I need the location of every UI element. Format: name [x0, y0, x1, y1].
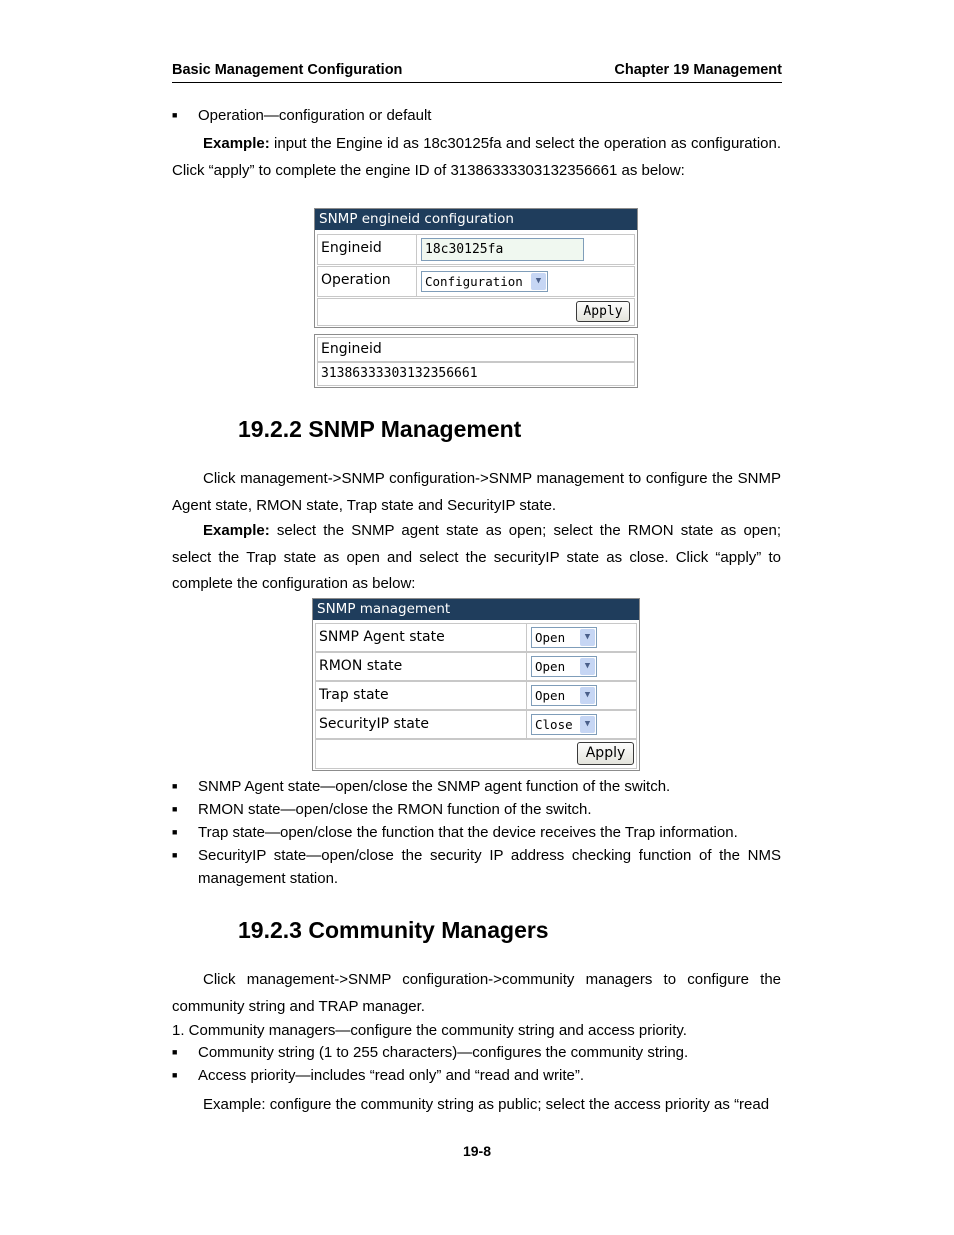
bullet-marker-icon: ■	[172, 110, 178, 120]
snmp-agent-select[interactable]	[531, 627, 597, 648]
chevron-down-icon: ▼	[580, 716, 595, 733]
intro-example	[172, 131, 781, 184]
engineid-panel-title: SNMP engineid configuration	[315, 209, 637, 232]
trap-select[interactable]	[531, 685, 597, 706]
securityip-select-value: Close	[535, 717, 573, 732]
snmp-panel-title: SNMP management	[313, 599, 639, 622]
chevron-down-icon: ▼	[531, 273, 546, 290]
example-text: select the SNMP agent state as open; select the RMON state as open; select the Trap state as open and select the securityIP state as close. Click “apply” to complete the configuration as below:	[172, 522, 781, 592]
engineid-apply-row	[317, 298, 635, 326]
engineid-config-panel	[314, 208, 638, 328]
rmon-select[interactable]	[531, 656, 597, 677]
engineid-result-row	[317, 362, 635, 386]
bullet-marker-icon: ■	[172, 850, 178, 860]
securityip-row	[315, 710, 637, 739]
engineid-row	[317, 234, 635, 265]
engineid-input[interactable]	[421, 238, 584, 261]
rmon-select-value: Open	[535, 659, 566, 674]
bullet-marker-icon: ■	[172, 781, 178, 791]
chevron-down-icon: ▼	[580, 658, 595, 675]
engineid-apply-button[interactable]: Apply	[576, 301, 630, 322]
snmp-apply-button[interactable]: Apply	[577, 742, 634, 765]
example-text: input the Engine id as 18c30125fa and select the operation as configuration. Click “apply” to complete the engine ID of 31386333303132356661 as below:	[172, 135, 781, 179]
operation-row	[317, 266, 635, 297]
trap-label: Trap state	[319, 687, 389, 703]
snmp-agent-select-value: Open	[535, 630, 566, 645]
list-item: ■ Community string (1 to 255 characters)—configures the community string.	[172, 1041, 781, 1064]
securityip-label: SecurityIP state	[319, 716, 429, 732]
list-item: ■ Trap state—open/close the function that the device receives the Trap information.	[172, 821, 781, 844]
bullet-marker-icon: ■	[172, 804, 178, 814]
community-intro-paragraph: Click management->SNMP configuration->community managers to configure the community string and TRAP manager.	[172, 971, 781, 1015]
trap-select-value: Open	[535, 688, 566, 703]
engineid-result-header	[317, 337, 635, 362]
page-number: 19-8	[462, 1143, 492, 1159]
bullet-marker-icon: ■	[172, 1047, 178, 1057]
chevron-down-icon: ▼	[580, 629, 595, 646]
example-label: Example:	[203, 135, 270, 152]
operation-label: Operation	[321, 272, 391, 288]
engineid-result-value: 31386333303132356661	[321, 366, 478, 381]
snmp-agent-row	[315, 623, 637, 652]
list-item: ■ SecurityIP state—open/close the security IP address checking function of the NMS management station.	[172, 844, 781, 890]
engineid-result-panel	[314, 334, 638, 388]
operation-select-value: Configuration	[425, 274, 523, 289]
engineid-result-label: Engineid	[321, 341, 382, 357]
operation-select[interactable]	[421, 271, 548, 292]
rmon-row	[315, 652, 637, 681]
securityip-select[interactable]	[531, 714, 597, 735]
snmp-example-paragraph	[172, 518, 781, 598]
snmp-agent-label: SNMP Agent state	[319, 629, 445, 645]
list-item: ■ RMON state—open/close the RMON function of the switch.	[172, 798, 781, 821]
rmon-label: RMON state	[319, 658, 403, 674]
community-numbered-item: 1. Community managers—configure the community string and access priority.	[172, 1022, 687, 1039]
header-left: Basic Management Configuration	[172, 62, 403, 78]
section-heading-snmp-management: 19.2.2 SNMP Management	[238, 416, 522, 442]
snmp-intro-paragraph: Click management->SNMP configuration->SNMP management to configure the SNMP Agent state, RMON state, Trap state and SecurityIP state.	[172, 470, 781, 514]
header-right: Chapter 19 Management	[614, 62, 782, 78]
page-header	[172, 62, 782, 83]
trap-row	[315, 681, 637, 710]
chevron-down-icon: ▼	[580, 687, 595, 704]
section-heading-community-managers: 19.2.3 Community Managers	[238, 917, 549, 943]
list-item: ■ SNMP Agent state—open/close the SNMP agent function of the switch.	[172, 775, 781, 798]
list-item: ■ Access priority—includes “read only” and “read and write”.	[172, 1064, 781, 1087]
example-label: Example:	[203, 522, 270, 539]
snmp-management-panel	[312, 598, 640, 771]
bullet-operation: ■ Operation—configuration or default	[172, 104, 781, 127]
engineid-label: Engineid	[321, 240, 382, 256]
bullet-marker-icon: ■	[172, 827, 178, 837]
bullet-marker-icon: ■	[172, 1070, 178, 1080]
community-example-paragraph: Example: configure the community string as public; select the access priority as “read	[203, 1096, 770, 1113]
snmp-apply-row	[315, 739, 637, 769]
